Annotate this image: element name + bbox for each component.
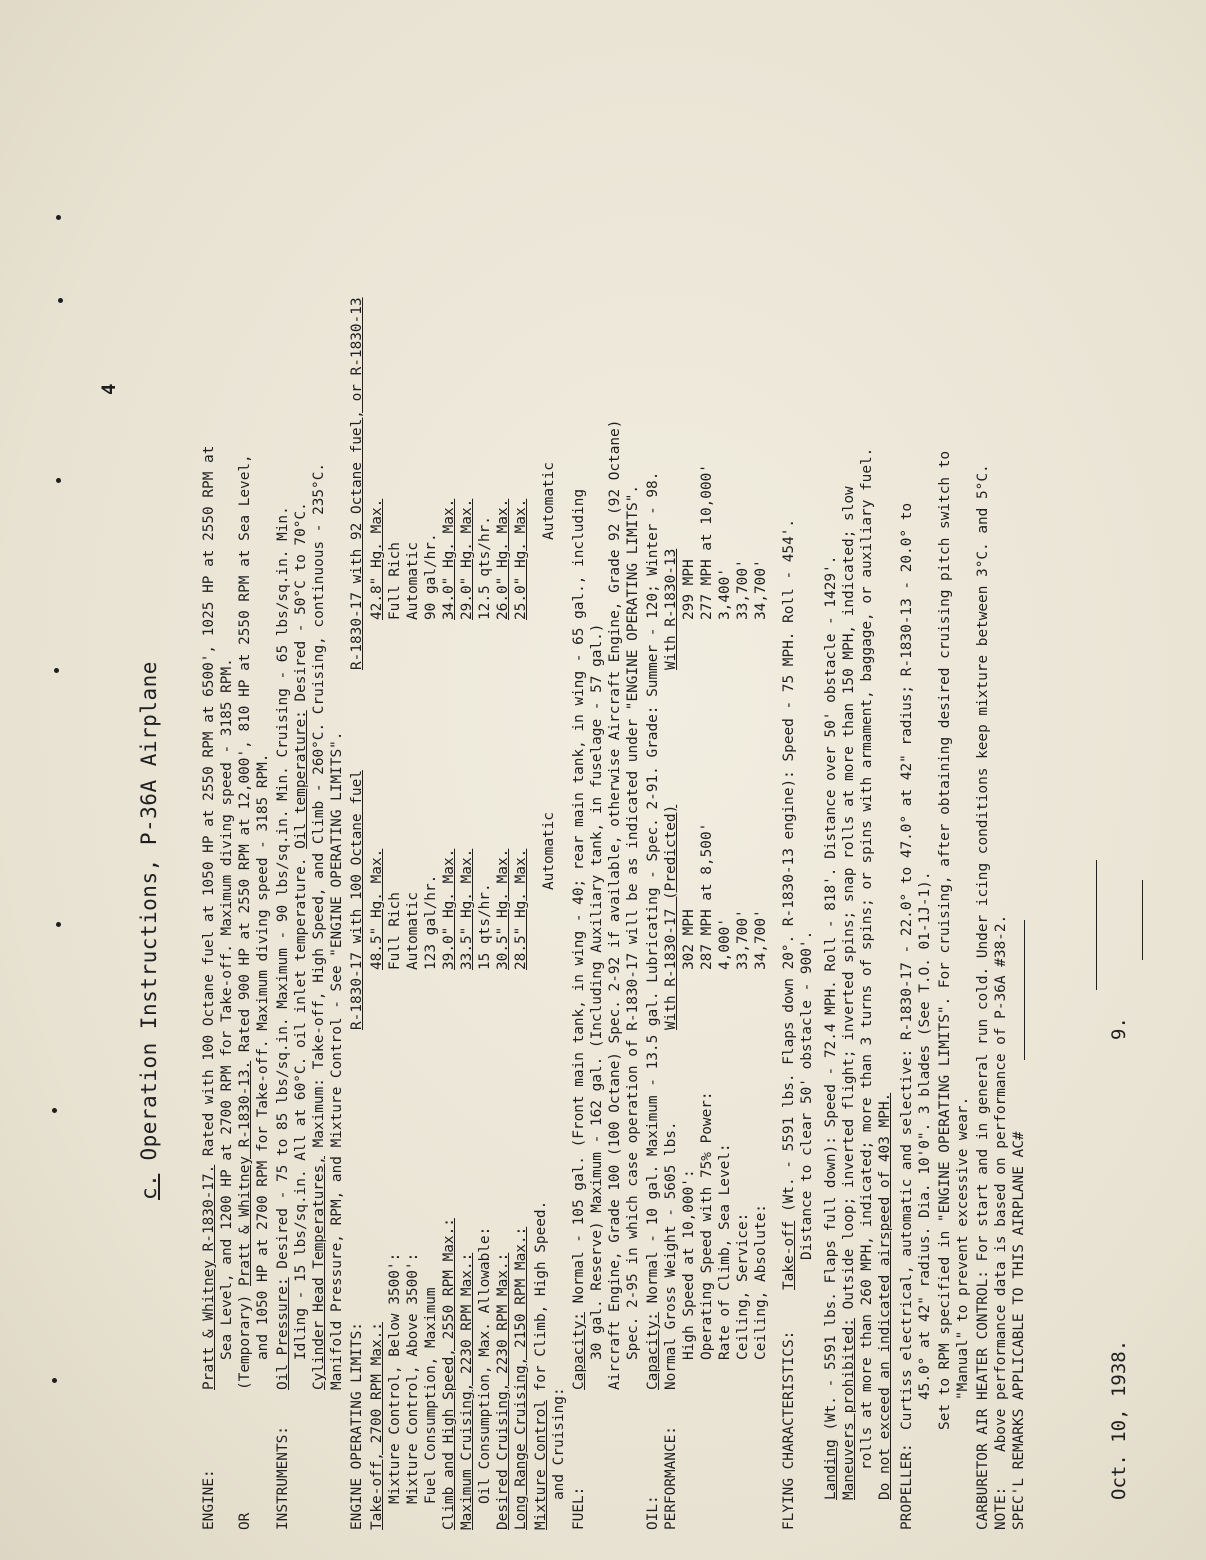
perf-row-value-r1830-17: 34,700' [753,909,769,970]
oil-capacity-text: Normal - 10 gal. Maximum - 13.5 gal. Lubricating - Spec. 2-91. Grade: Summer - 120; Winter - 98. [645,471,661,1313]
perf-row-value-r1830-13: 277 MPH at 10,000' [699,464,715,620]
oil-capacity-label: Capacity: [645,1312,661,1390]
flying-label: FLYING CHARACTERISTICS: [781,1330,797,1530]
punch-hole [56,215,61,220]
eol-row-value-92-octane: 90 gal/hr. [423,533,439,620]
eol-label: ENGINE OPERATING LIMITS: [349,1322,365,1530]
takeoff-text: (Wt. - 5591 lbs. Flaps down 20°. R-1830-13 engine): Speed - 75 MPH. Roll - 454'. [781,518,797,1221]
maneuvers-line-3: Do not exceed an indicated airspeed of 403 MPH. [877,1092,893,1500]
propeller-line-2: 45.0° at 42" radius. Dia. 10'0". 3 blades (See T.O. 01-1J-1). [917,871,933,1400]
eol-row-value-92-octane: Full Rich [387,542,403,620]
oil-pressure-line [274,506,292,1390]
engine-line-1 [200,446,218,1390]
eol-row-value-100-octane: 48.5" Hg. Max. [369,848,385,970]
propeller-label: PROPELLER: [899,1443,915,1530]
oil-pressure-label: Oil Pressure: [275,1277,291,1390]
cylinder-label: Cylinder Head Temperatures, [311,1156,327,1390]
eol-row-label: Maximum Cruising, 2230 RPM Max.: [459,1252,475,1530]
eol-row-value-92-octane: Automatic [405,542,421,620]
takeoff-label: Take-off [781,1220,797,1290]
eol-row-value-100-octane: 30.5" Hg. Max. [495,848,511,970]
propeller-line-1: Curtiss electrical, automatic and selective: R-1830-17 - 22.0° to 47.0° at 42" radius; R-1830-13 - 20.0° to [899,502,915,1430]
idling-text: Idling - 15 lbs/sq.in. All at 60°C. oil inlet temperature. [293,848,309,1360]
punch-hole [52,1108,57,1113]
oil-line [644,472,662,1390]
performance-label: PERFORMANCE: [663,1426,679,1530]
eol-row-value-100-octane: 39.0" Hg. Max. [441,848,457,970]
maneuvers-label: Maneuvers prohibited: [841,1318,857,1500]
eol-row-value-100-octane: 15 qts/hr. [477,883,493,970]
eol-row-label: Mixture Control, Below 3500': [387,1252,403,1530]
signature-line [1096,860,1097,990]
perf-row-value-r1830-13: 299 MPH [681,559,697,620]
oil-pressure-text: Desired - 75 to 85 lbs/sq.in. Maximum - 90 lbs/sq.in. Min. Cruising - 65 lbs/sq.in. Min. [275,506,291,1278]
perf-col1-header: With R-1830-17 (Predicted) [663,804,679,1030]
punch-hole [56,478,61,483]
landing-label: Landing [823,1439,839,1500]
engine-13-text: Rated 900 HP at 2550 RPM at 12,000', 810 HP at 2550 RPM at Sea Level, [237,454,253,1061]
instruments-label: INSTRUMENTS: [275,1426,291,1530]
gross-weight: Normal Gross Weight - 5605 lbs. [663,1121,679,1390]
note-line [992,915,1010,1530]
note-text: Above performance data is based on performance of P-36A #38-2. [993,914,1009,1487]
perf-row-label: Rate of Climb, Sea Level: [717,1143,733,1360]
punch-hole [58,298,63,303]
mark-underline [1142,880,1143,960]
propeller-line-4: "Manual" to prevent excessive wear. [955,1096,971,1400]
eol-row-label: Desired Cruising, 2230 RPM Max.: [495,1252,511,1530]
propeller-line-3: Set to RPM specified in "ENGINE OPERATING LIMITS". For cruising, after obtaining desired cruising pitch switch to [937,450,953,1430]
eol-row-label: Climb and High Speed, 2550 RPM Max.: [441,1218,457,1530]
note-label: NOTE: [993,1486,1009,1530]
rotated-page-content [100,30,1200,1530]
eol-row-value-100-octane: 28.5" Hg. Max. [513,848,529,970]
engine-temporary: (Temporary) [237,1286,253,1390]
idling-line [292,502,310,1360]
perf-row-value-r1830-13: 33,700' [735,559,751,620]
eol-col1-header: R-1830-17 with 100 Octane fuel [349,770,365,1030]
perf-row-value-r1830-17: 302 MPH [681,909,697,970]
eol-row-label: Oil Consumption, Max. Allowable: [477,1226,493,1530]
perf-row-value-r1830-17: 287 MPH at 8,500' [699,822,715,970]
perf-row-label: Ceiling, Absolute: [753,1204,769,1360]
engine-17-text: Rated with 100 Octane fuel at 1050 HP at 2550 RPM at 6500', 1025 HP at 2550 RPM at [201,445,217,1165]
carburetor-text: For start and in general run cold. Under icing conditions keep mixture between 3°C. and 5°C. [975,464,991,1271]
perf-row-value-r1830-13: 34,700' [753,559,769,620]
takeoff-line-2: Distance to clear 50' obstacle - 900'. [799,930,815,1260]
perf-row-value-r1830-13: 3,400' [717,568,733,620]
cylinder-line [310,463,328,1390]
engine-label: ENGINE: [201,1469,217,1530]
eol-row-label: Fuel Consumption, Maximum [423,1287,439,1530]
landing-text: (Wt. - 5591 lbs. Flaps full down): Speed - 72.4 MPH. Roll - 818'. Distance over 50' obstacle - 1429'. [823,555,839,1440]
fuel-capacity-label: Capacity: [571,1312,587,1390]
engine-17-name: Pratt & Whitney R-1830-17. [201,1164,217,1390]
punch-hole [54,668,59,673]
engine-line-2: Sea Level, and 1200 HP at 2700 RPM for Take-off. Maximum diving speed - 3185 RPM. [219,658,235,1360]
perf-row-value-r1830-17: 33,700' [735,909,751,970]
page-number: 4 [98,383,120,395]
maneuvers-line-2: rolls at more than 260 MPH, indicated; more than 3 turns of spins; or spins with armament, baggage, or auxiliary fuel. [859,447,875,1470]
eol-row-value-92-octane: 25.0" Hg. Max. [513,498,529,620]
or-label: OR [237,1512,253,1530]
eol-row-value-92-octane: 42.8" Hg. Max. [369,498,385,620]
eol-row-value-100-octane: 33.5" Hg. Max. [459,848,475,970]
eol-row-value-100-octane: Full Rich [387,892,403,970]
document-date: Oct. 10, 1938. [1108,1339,1130,1500]
mixture-text: for Climb, High Speed. [533,1200,549,1401]
punch-hole [52,1378,57,1383]
engine-13-name: Pratt & Whitney R-1830-13. [237,1060,253,1287]
fuel-line-4: Spec. 2-95 in which case operation of R-1830-17 will be as indicated under "ENGINE OPERATING LIMITS". [625,484,641,1360]
eol-row-value-92-octane: 29.0" Hg. Max. [459,498,475,620]
oil-temp-text: Desired - 50°C to 70°C. [293,502,309,711]
oil-temp-label: Oil temperature: [293,710,309,849]
carburetor-label: CARBURETOR AIR HEATER CONTROL: [975,1270,991,1530]
perf-row-label: Operating Speed with 75% Power: [699,1091,715,1360]
eol-row-value-92-octane: 26.0" Hg. Max. [495,498,511,620]
engine-line-3 [236,454,254,1390]
eol-row-value-100-octane: Automatic [405,892,421,970]
fuel-line-3: Aircraft Engine, Grade 100 (100 Octane) Spec. 2-92 if available, otherwise Aircraft Engine, Grade 92 (92 Octane) [607,419,623,1390]
mixture-value-2: Automatic [541,462,557,540]
mixture-line-2: and Cruising: [551,1387,567,1500]
fuel-line-1 [570,489,588,1390]
perf-row-label: High Speed at 10,000': [681,1169,697,1360]
eol-row-value-100-octane: 123 gal/hr. [423,874,439,970]
eol-row-label: Take-off, 2700 RPM Max.: [369,1322,385,1530]
mixture-value-1: Automatic [541,812,557,890]
manifold-line: Manifold Pressure, RPM, and Mixture Control - See "ENGINE OPERATING LIMITS". [329,731,345,1390]
title-main: Operation Instructions, P-36A Airplane [137,661,161,1174]
fuel-line-2: 30 gal. Reserve) Maximum - 162 gal. (Including Auxiliary tank, in fuselage - 57 gal.) [589,623,605,1360]
remarks-blank-line [1024,920,1025,1060]
maneuvers-line [840,486,858,1500]
title-prefix: c. [137,1173,161,1200]
eol-row-value-92-octane: 34.0" Hg. Max. [441,498,457,620]
eol-row-label: Long Range Cruising, 2150 RPM Max.: [513,1226,529,1530]
maneuvers-text: Outside loop; inverted flight; inverted spins; snap rolls at more than 150 MPH, indicated; slow [841,486,857,1319]
special-remarks: SPEC'L REMARKS APPLICABLE TO THIS AIRPLANE AC# [1011,1131,1027,1530]
perf-row-value-r1830-17: 4,000' [717,918,733,970]
page-title [137,661,161,1200]
landing-line [822,556,840,1500]
eol-row-value-92-octane: 12.5 qts/hr. [477,516,493,620]
mixture-label: Mixture Control [533,1400,549,1530]
page-mark: 9. [1108,1017,1130,1040]
cylinder-text: Maximum: Take-off, High Speed, and Climb - 260°C. Cruising, continuous - 235°C. [311,462,327,1157]
fuel-capacity-text: Normal - 105 gal. (Front main tank, in wing - 40; rear main tank, in wing - 65 gal., including [571,488,587,1313]
eol-col2-header: R-1830-17 with 92 Octane fuel, or R-1830-13 [349,297,365,670]
fuel-label: FUEL: [571,1486,587,1530]
perf-row-label: Ceiling, Service: [735,1212,751,1360]
takeoff-line [780,519,798,1290]
mixture-line [532,1201,550,1530]
eol-row-label: Mixture Control, Above 3500': [405,1252,421,1530]
engine-line-4: and 1050 HP at 2700 RPM for Take-off. Maximum diving speed - 3185 RPM. [255,753,271,1360]
punch-hole [56,922,61,927]
carburetor-line [974,464,992,1530]
oil-label: OIL: [645,1495,661,1530]
perf-col2-header: With R-1830-13 [663,548,679,670]
